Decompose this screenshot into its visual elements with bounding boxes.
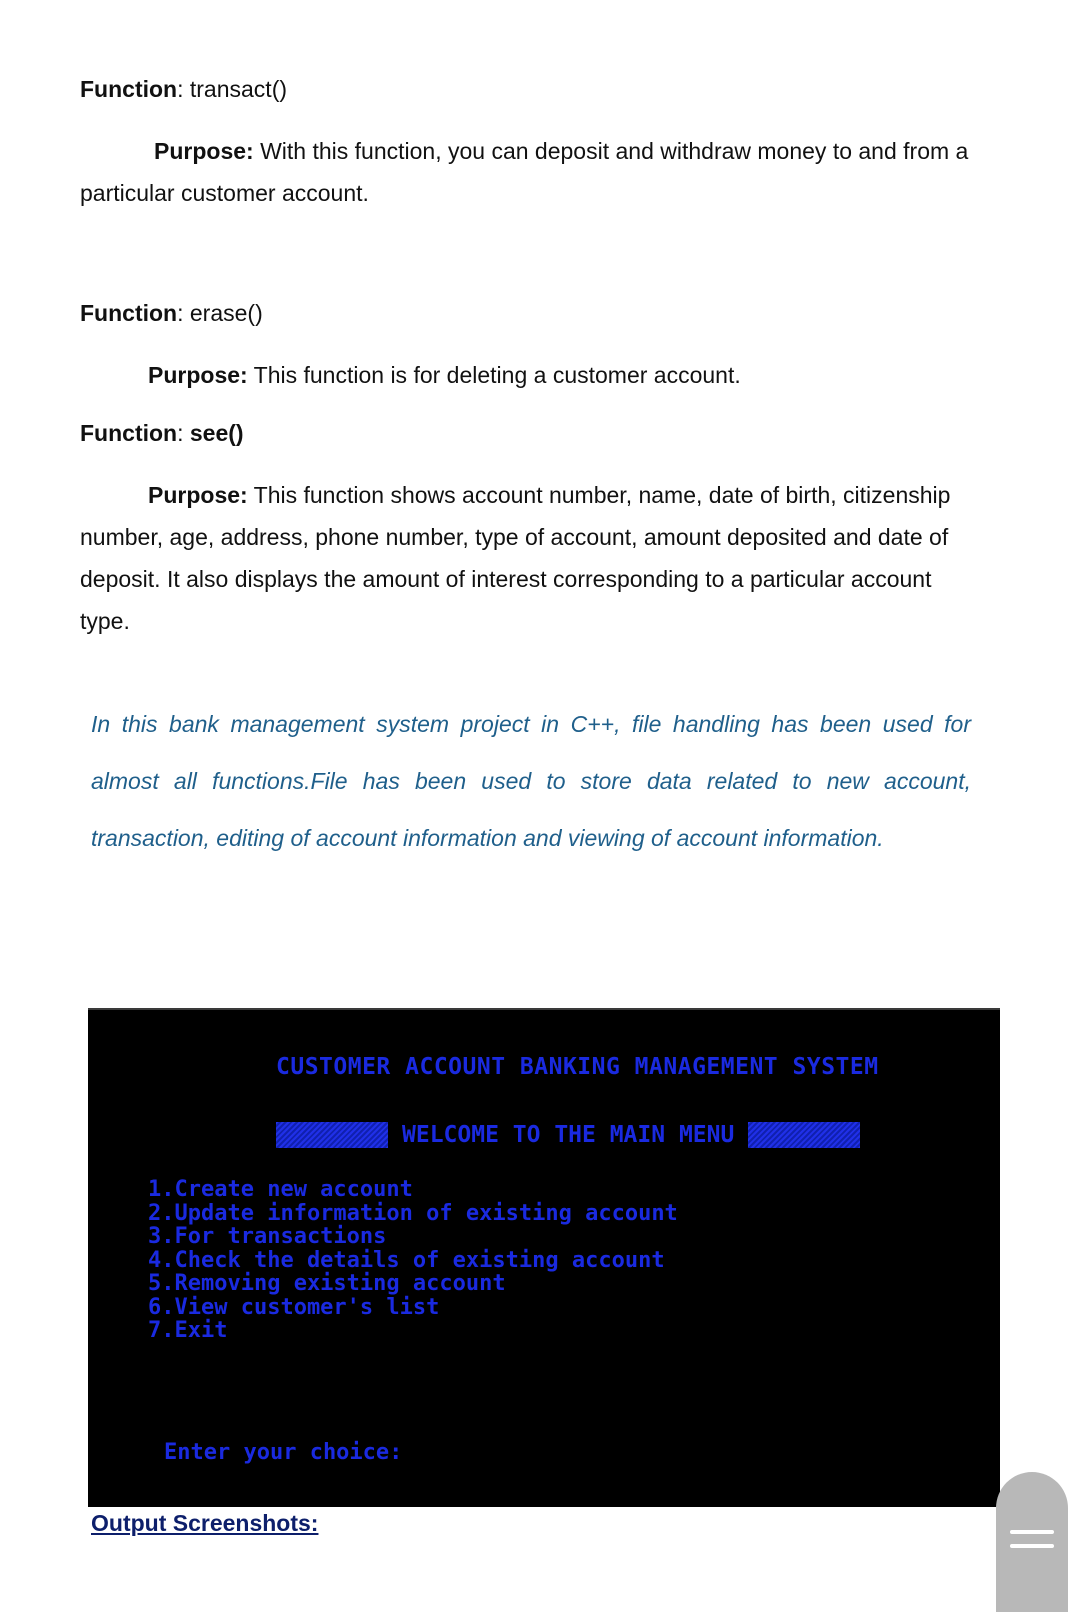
purpose-erase: [80, 354, 980, 396]
function-label: Function: [80, 420, 178, 446]
function-label: Function: [80, 300, 178, 326]
function-separator: :: [177, 76, 190, 102]
grip-line-icon: [1010, 1544, 1054, 1548]
function-name: erase(): [189, 300, 263, 326]
function-label: Function: [80, 76, 178, 102]
function-separator: :: [177, 300, 190, 326]
function-heading-transact: [80, 74, 287, 104]
function-separator: :: [177, 420, 190, 446]
main-menu-list: [148, 1178, 678, 1343]
menu-item: 5.Removing existing account: [148, 1271, 506, 1296]
banner-left-bar: [276, 1122, 388, 1148]
function-heading-see: [80, 418, 244, 448]
purpose-see: [80, 474, 980, 642]
menu-item: 2.Update information of existing account: [148, 1200, 678, 1226]
banner-right-bar: [748, 1122, 860, 1148]
purpose-text: This function shows account number, name, date of birth, citizenship number, age, address, phone number, type of account, amount deposited and date of deposit. It also displays the amount of interest corresponding to a particular account type.: [80, 482, 951, 634]
terminal-title: CUSTOMER ACCOUNT BANKING MANAGEMENT SYSTEM: [276, 1054, 879, 1080]
menu-item: 3.For transactions: [148, 1224, 387, 1249]
menu-item: 7.Exit: [148, 1318, 228, 1343]
function-heading-erase: [80, 298, 263, 328]
welcome-text: WELCOME TO THE MAIN MENU: [402, 1122, 735, 1148]
purpose-transact: [80, 130, 980, 214]
purpose-label: Purpose:: [154, 138, 254, 164]
purpose-label: Purpose:: [148, 362, 248, 388]
function-name: transact(): [189, 76, 288, 102]
menu-item: 6.View customer's list: [148, 1294, 440, 1320]
choice-prompt: Enter your choice:: [164, 1440, 403, 1465]
menu-item: 4.Check the details of existing account: [148, 1247, 665, 1273]
purpose-text: This function is for deleting a customer account.: [247, 362, 741, 388]
file-handling-note: In this bank management system project in C++, file handling has been used for almost all functions.File has been used to store data related to new account, transaction, editing of account information and viewing of account information.: [91, 711, 971, 851]
purpose-label: Purpose:: [148, 482, 248, 508]
terminal-screenshot: [88, 1008, 1000, 1507]
welcome-banner: [276, 1122, 860, 1148]
function-name: see(): [189, 420, 244, 446]
scroll-handle[interactable]: [996, 1472, 1068, 1612]
grip-line-icon: [1010, 1530, 1054, 1534]
purpose-text: With this function, you can deposit and withdraw money to and from a particular customer account.: [80, 138, 969, 206]
output-screenshots-heading: Output Screenshots:: [91, 1510, 319, 1536]
menu-item: 1.Create new account: [148, 1177, 413, 1202]
